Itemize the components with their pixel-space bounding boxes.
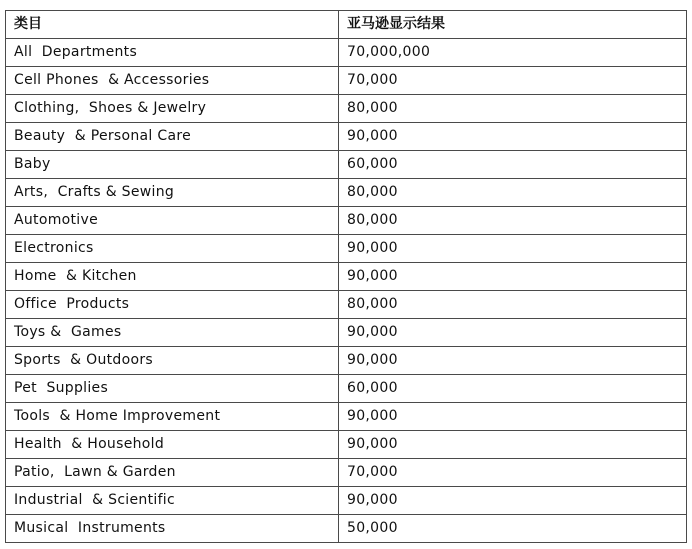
results-cell: 90,000 [339,263,687,291]
table-row [6,487,687,515]
results-cell: 90,000 [339,403,687,431]
results-cell: 70,000,000 [339,39,687,67]
results-cell: 80,000 [339,207,687,235]
category-cell: All Departments [6,39,339,67]
category-cell: Patio, Lawn & Garden [6,459,339,487]
category-cell: Automotive [6,207,339,235]
table-header-row [6,11,687,39]
results-cell: 90,000 [339,319,687,347]
category-cell: Home & Kitchen [6,263,339,291]
table-row [6,95,687,123]
category-cell: Office Products [6,291,339,319]
results-cell: 90,000 [339,431,687,459]
results-cell: 60,000 [339,151,687,179]
category-results-table [5,10,687,543]
category-cell: Pet Supplies [6,375,339,403]
table-row [6,207,687,235]
category-cell: Beauty & Personal Care [6,123,339,151]
category-cell: Baby [6,151,339,179]
category-cell: Sports & Outdoors [6,347,339,375]
results-cell: 90,000 [339,123,687,151]
category-cell: Electronics [6,235,339,263]
results-cell: 90,000 [339,487,687,515]
category-cell: Cell Phones & Accessories [6,67,339,95]
category-cell: Arts, Crafts & Sewing [6,179,339,207]
header-amazon-results: 亚马逊显示结果 [339,11,687,39]
table-row [6,263,687,291]
results-cell: 50,000 [339,515,687,543]
table-row [6,67,687,95]
table-row [6,39,687,67]
table-row [6,515,687,543]
table-row [6,459,687,487]
table-row [6,375,687,403]
table-body [6,39,687,543]
table-row [6,291,687,319]
category-cell: Health & Household [6,431,339,459]
table-row [6,431,687,459]
results-cell: 70,000 [339,459,687,487]
results-cell: 90,000 [339,235,687,263]
table-row [6,123,687,151]
table-row [6,151,687,179]
results-cell: 70,000 [339,67,687,95]
category-cell: Industrial & Scientific [6,487,339,515]
table-header [6,11,687,39]
results-cell: 80,000 [339,95,687,123]
table-row [6,403,687,431]
table-row [6,235,687,263]
table-row [6,319,687,347]
results-cell: 60,000 [339,375,687,403]
category-cell: Toys & Games [6,319,339,347]
category-cell: Clothing, Shoes & Jewelry [6,95,339,123]
table-row [6,347,687,375]
table-row [6,179,687,207]
results-cell: 80,000 [339,179,687,207]
category-cell: Musical Instruments [6,515,339,543]
category-cell: Tools & Home Improvement [6,403,339,431]
results-cell: 90,000 [339,347,687,375]
header-category: 类目 [6,11,339,39]
results-cell: 80,000 [339,291,687,319]
